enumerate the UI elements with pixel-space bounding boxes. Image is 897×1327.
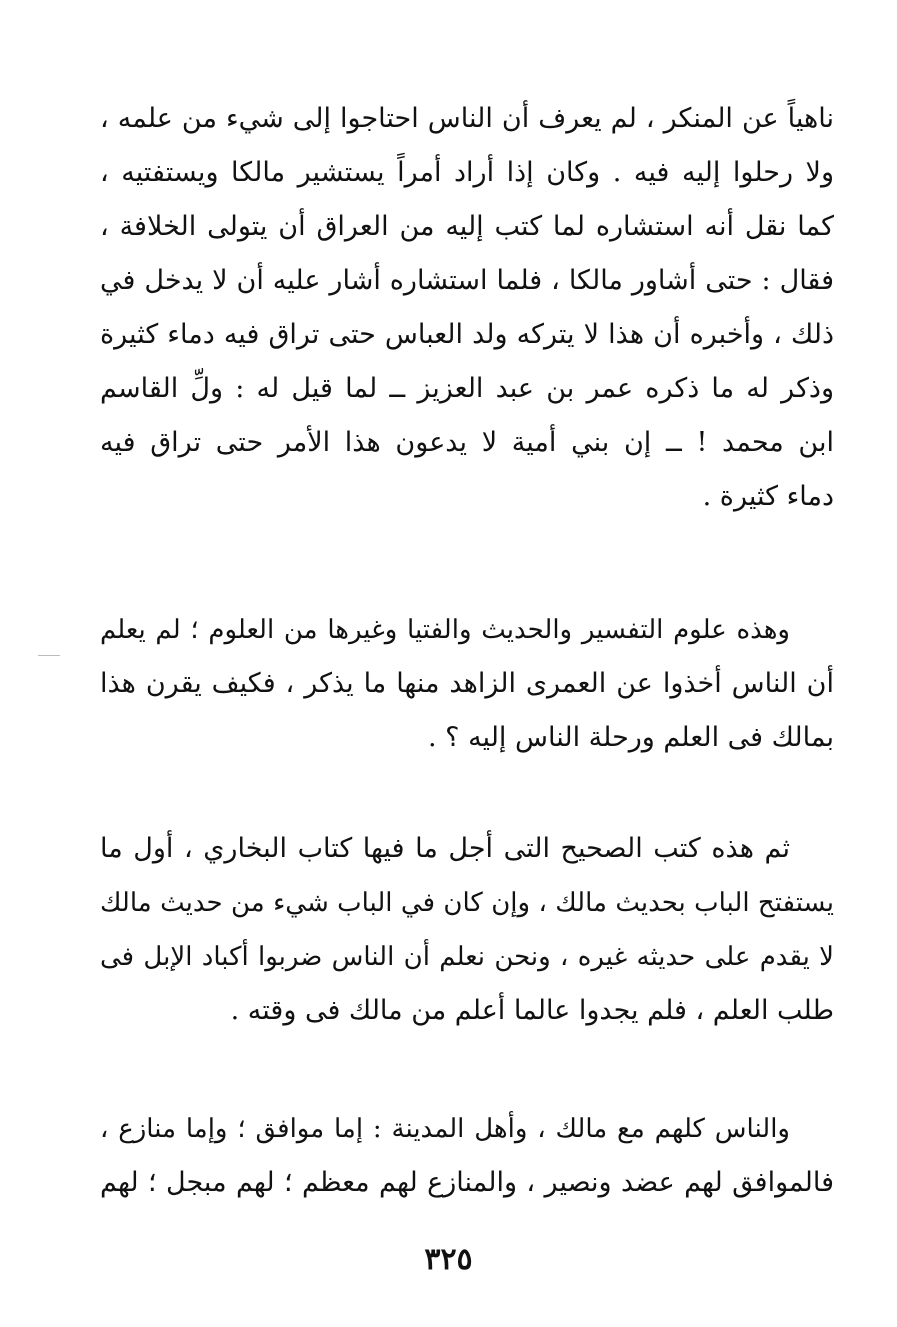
text-line: ذلك ، وأخبره أن هذا لا يتركه ولد العباس حتى تراق فيه دماء كثيرة — [100, 319, 834, 350]
text-line: والناس كلهم مع مالك ، وأهل المدينة : إما موافق ؛ وإما منازع ، — [100, 1114, 790, 1144]
text-line: ناهياً عن المنكر ، لم يعرف أن الناس احتاجوا إلى شيء من علمه ، — [100, 103, 834, 134]
text-line: فالموافق لهم عضد ونصير ، والمنازع لهم معظم ؛ لهم مبجل ؛ لهم — [100, 1167, 834, 1198]
paragraph-1 — [100, 92, 834, 524]
text-line: أن الناس أخذوا عن العمرى الزاهد منها ما يذكر ، فكيف يقرن هذا — [100, 668, 834, 699]
text-line: لا يقدم على حديثه غيره ، ونحن نعلم أن الناس ضربوا أكباد الإبل فى — [100, 942, 834, 972]
page-number: ٣٢٥ — [424, 1242, 473, 1277]
paragraph-3 — [100, 822, 834, 1038]
text-line: دماء كثيرة . — [702, 481, 834, 512]
text-line: طلب العلم ، فلم يجدوا عالما أعلم من مالك فى وقته . — [230, 995, 834, 1026]
text-line: بمالك فى العلم ورحلة الناس إليه ؟ . — [428, 722, 834, 753]
text-line: كما نقل أنه استشاره لما كتب إليه من العراق أن يتولى الخلافة ، — [100, 211, 834, 242]
text-line: وذكر له ما ذكره عمر بن عبد العزيز ــ لما قيل له : ولِّ القاسم — [100, 373, 834, 404]
text-line: يستفتح الباب بحديث مالك ، وإن كان في الباب شيء من حديث مالك — [100, 888, 834, 918]
text-line: ثم هذه كتب الصحيح التى أجل ما فيها كتاب البخاري ، أول ما — [100, 833, 790, 864]
text-line: ولا رحلوا إليه فيه . وكان إذا أراد أمراً يستشير مالكا ويستفتيه ، — [100, 157, 834, 188]
margin-mark — [38, 655, 60, 656]
text-line: وهذه علوم التفسير والحديث والفتيا وغيرها من العلوم ؛ لم يعلم — [100, 615, 790, 645]
text-line: فقال : حتى أشاور مالكا ، فلما استشاره أشار عليه أن لا يدخل في — [100, 265, 834, 296]
text-line: ابن محمد ! ــ إن بني أمية لا يدعون هذا الأمر حتى تراق فيه — [100, 427, 834, 458]
paragraph-4 — [100, 1102, 834, 1210]
paragraph-2 — [100, 603, 834, 765]
